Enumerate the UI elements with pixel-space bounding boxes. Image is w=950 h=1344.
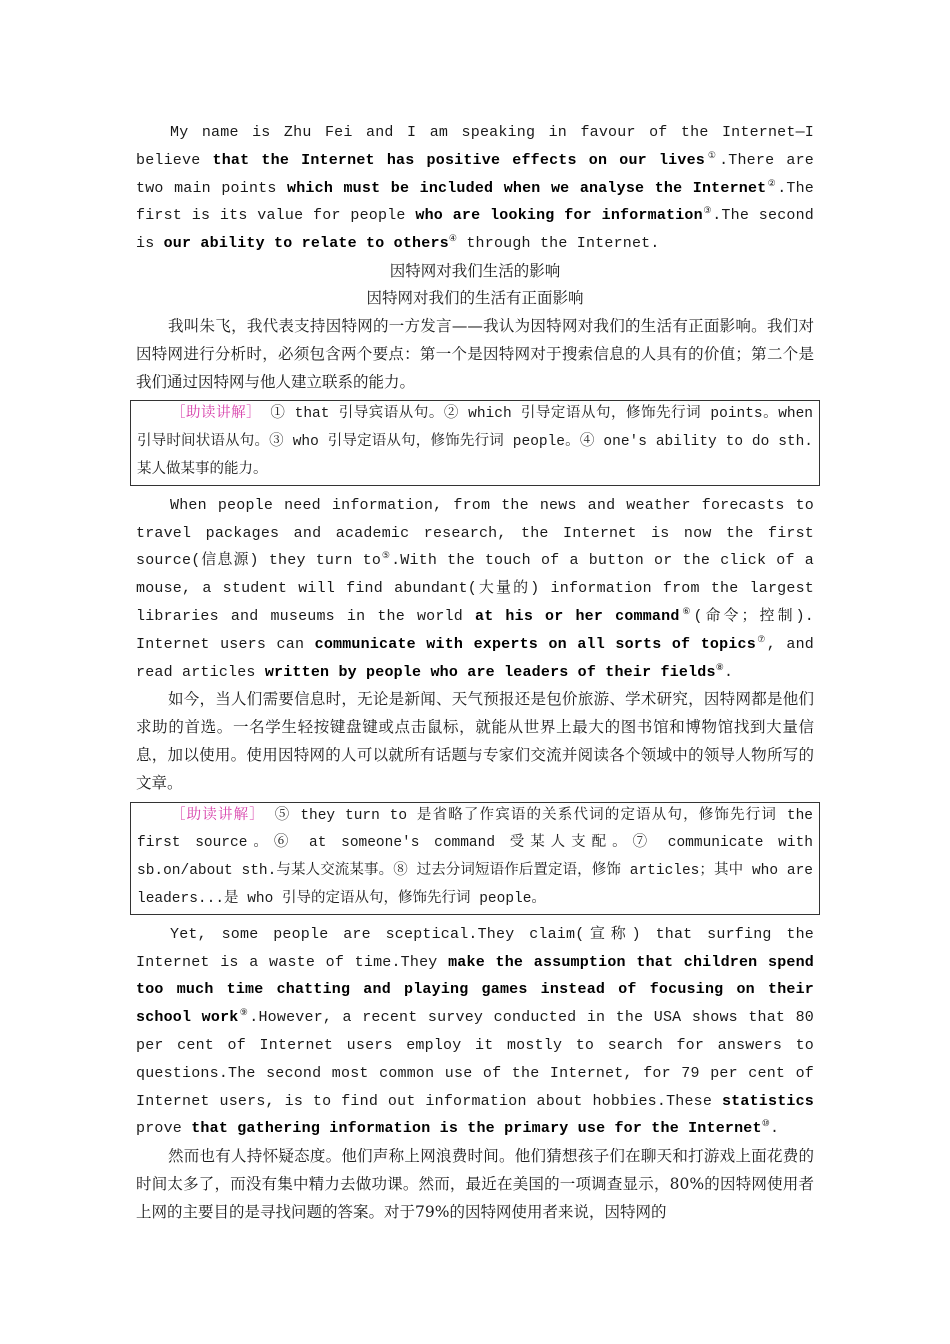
footnote-marker: ③ — [702, 206, 713, 217]
footnote-marker: ④ — [448, 234, 458, 245]
text-run: through the Internet. — [457, 235, 660, 253]
bold-phrase: who are looking for information — [415, 207, 703, 225]
text-run: .The second is — [136, 207, 815, 253]
footnote-marker: ⑦ — [755, 634, 767, 645]
bold-phrase: statistics — [721, 1092, 814, 1110]
bold-phrase: communicate with experts on all sorts of topics — [314, 635, 756, 653]
bold-phrase: our ability to relate to others — [163, 235, 449, 253]
text-run: . — [770, 1120, 780, 1138]
footnote-marker: ⑤ — [381, 551, 392, 562]
text-run: prove — [136, 1120, 192, 1138]
footnote-marker: ⑩ — [761, 1119, 770, 1130]
bold-phrase: which must be included when we analyse the Internet — [287, 179, 767, 197]
bold-phrase: make the assumption that children spend too much time chatting and playing games instead of focusing on their school work — [136, 953, 815, 1027]
text-run: .However, a recent survey conducted in the USA shows that 80 per cent of Internet users employ it mostly to search for answers to questions.The second most common use of the Internet, for 79 per cent of Internet users, is to find out information about hobbies.These — [136, 1009, 814, 1110]
footnote-marker: ⑨ — [238, 1008, 250, 1019]
notes-text: ① that 引导宾语从句。② which 引导定语从句，修饰先行词 points。when 引导时间状语从句。③ who 引导定语从句，修饰先行词 people。④ one's ability to do sth.某人做某事的能力。 — [137, 406, 813, 478]
footnote-marker: ② — [766, 178, 778, 189]
english-paragraph-1 — [136, 119, 814, 258]
document-page — [136, 119, 814, 1226]
footnote-marker: ① — [705, 150, 720, 161]
footnote-marker: ⑥ — [679, 606, 694, 617]
reading-notes-box-2 — [130, 802, 820, 915]
chinese-subtitle: 因特网对我们的生活有正面影响 — [366, 289, 584, 308]
bold-phrase: that gathering information is the primary use for the Internet — [191, 1120, 762, 1138]
bold-phrase: written by people who are leaders of their fields — [264, 663, 716, 681]
text-run: .The first is its value for people — [136, 179, 814, 225]
chinese-paragraph-2: 如今，当人们需要信息时，无论是新闻、天气预报还是包价旅游、学术研究，因特网都是他们求助的首选。一名学生轻按键盘键或点击鼠标，就能从世界上最大的图书馆和博物馆找到大量信息，加以使用。使用因特网的人可以就所有话题与专家们交流并阅读各个领域中的领导人物所写的文章。 — [136, 690, 814, 792]
reading-notes-box-1 — [130, 400, 820, 485]
text-run: (命令；控制). Internet users can — [136, 607, 814, 653]
text-run: Yet, some people are sceptical.They claim(宣称) that surfing the Internet is a waste of time.They — [136, 925, 814, 971]
bold-phrase: that the Internet has positive effects on our lives — [212, 151, 705, 169]
text-run: . — [723, 663, 734, 681]
notes-tag: ［助读讲解］ — [171, 406, 262, 423]
footnote-marker: ⑧ — [715, 662, 724, 673]
text-run: My name is Zhu Fei and I am speaking in favour of the Internet—I believe — [136, 124, 814, 169]
english-paragraph-2 — [136, 492, 814, 687]
english-paragraph-3 — [136, 921, 814, 1143]
text-run: , and read articles — [136, 635, 815, 681]
text-run: .With the touch of a button or the click of a mouse, a student will find abundant(大量的) information from the largest libraries and museums in the world — [136, 552, 814, 625]
notes-tag: ［助读讲解］ — [171, 807, 265, 824]
text-run: When people need information, from the news and weather forecasts to travel packages and academic research, the Internet is now the first source(信息源) they turn to — [136, 496, 814, 570]
text-run: .There are two main points — [136, 151, 814, 197]
chinese-title: 因特网对我们生活的影响 — [389, 261, 561, 280]
chinese-paragraph-3: 然而也有人持怀疑态度。他们声称上网浪费时间。他们猜想孩子们在聊天和打游戏上面花费的时间太多了，而没有集中精力去做功课。然而，最近在美国的一项调查显示，80%的因特网使用者上网的主要目的是寻找问题的答案。对于79%的因特网使用者来说，因特网的 — [136, 1147, 814, 1221]
chinese-paragraph-1: 我叫朱飞，我代表支持因特网的一方发言——我认为因特网对我们的生活有正面影响。我们对因特网进行分析时，必须包含两个要点：第一个是因特网对于搜索信息的人具有的价值；第二个是我们通过因特网与他人建立联系的能力。 — [136, 316, 814, 391]
notes-text: ⑤ they turn to 是省略了作宾语的关系代词的定语从句，修饰先行词 the first source。⑥ at someone's command 受某人支配。⑦ communicate with sb.on/about sth.与某人交流某事。⑧ 过去分词短语作后置定语，修饰 articles；其中 who are leaders...是 who 引导的定语从句，修饰先行词 people。 — [137, 807, 814, 907]
bold-phrase: at his or her command — [475, 607, 680, 625]
